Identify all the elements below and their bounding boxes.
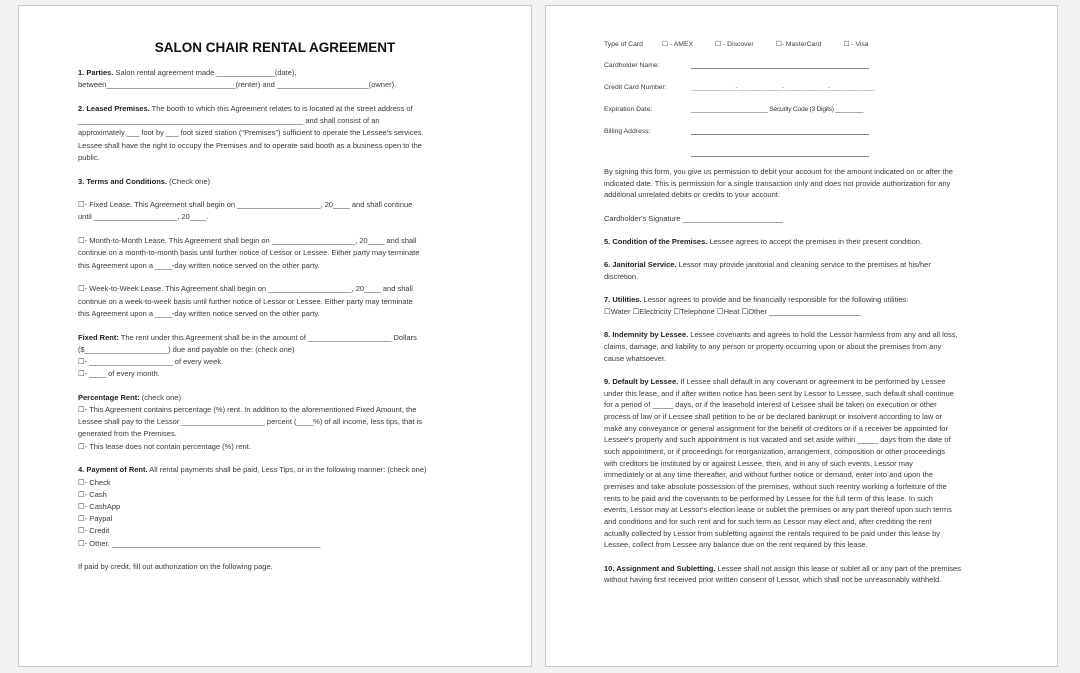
text-line bbox=[78, 79, 498, 91]
line-text: such appointment, or if proceedings for reorganization, arrangement, composition or other proceedings bbox=[604, 446, 946, 456]
line-text: continue on a week-to-week basis until further notice of Lessor or Lessee. Either party may terminate bbox=[78, 296, 413, 306]
text-line bbox=[604, 504, 1024, 516]
text-line bbox=[604, 469, 1024, 481]
section-utilities bbox=[604, 294, 1024, 317]
line-text: Lessor agrees to provide and be financially responsible for the following utilities: bbox=[641, 295, 909, 305]
text-line bbox=[78, 67, 498, 79]
line-text: claims, damage, and liability to any person or property occurring upon or about the premises from any bbox=[604, 341, 942, 351]
line-text: make any conveyance or general assignment for the benefit of creditors or if a receiver be appointed for bbox=[604, 423, 948, 433]
text-line bbox=[78, 404, 498, 416]
cardholder-label: Cardholder Name: bbox=[604, 62, 660, 69]
section-heading: 8. Indemnity by Lessee. bbox=[604, 330, 689, 340]
line-text: (check one) bbox=[139, 392, 181, 402]
text-line bbox=[78, 501, 498, 513]
section-parties bbox=[78, 67, 498, 91]
text-line bbox=[78, 513, 498, 525]
line-text: Lessee, collect from Lessee any balance due on the rent required by this lease. bbox=[604, 540, 868, 550]
line-text: indicated date. This is permission for a single transaction only and does not provide authorization for any bbox=[604, 178, 951, 188]
line-text: additional unrelated debits or credits to your account. bbox=[604, 190, 780, 200]
option-week-lease bbox=[78, 283, 498, 320]
line-text: and conditions and for such rent and for such term as Lessor may elect and, after crediting the rent bbox=[604, 517, 932, 527]
card-type-label: Type of Card bbox=[604, 41, 643, 48]
section-percentage-rent bbox=[78, 392, 498, 453]
line-text: without having first received prior written consent of Lessor, which shall not be unreasonably withheld. bbox=[604, 575, 942, 585]
billing-field-1[interactable] bbox=[691, 121, 869, 135]
text-line bbox=[604, 306, 1024, 318]
text-line bbox=[604, 294, 1024, 306]
line-text: ☐- Cash bbox=[78, 489, 107, 499]
line-text: ($____________________) due and payable on the: (check one) bbox=[78, 344, 295, 354]
billing-label: Billing Address: bbox=[604, 128, 651, 135]
line-text: Lessee agrees to accept the premises in their present condition. bbox=[707, 236, 923, 246]
text-line bbox=[78, 308, 498, 320]
line-text: ☐- This lease does not contain percentage (%) rent. bbox=[78, 441, 251, 451]
cardholder-row bbox=[604, 55, 1024, 77]
expiration-field[interactable]: ______________________ Security Code (3 Digits) ________ bbox=[691, 106, 864, 113]
text-line bbox=[604, 411, 1024, 423]
line-text: continue on a month-to-month basis until further notice of Lessor or Lessee. Either party may terminate bbox=[78, 248, 420, 258]
text-line bbox=[604, 399, 1024, 411]
line-text: actually collected by Lessor from subletting against the rentals required to be paid under this lease by bbox=[604, 528, 941, 538]
page-1-body bbox=[78, 67, 498, 585]
section-terms bbox=[78, 176, 498, 188]
text-line bbox=[604, 388, 1024, 400]
section-heading: 10. Assignment and Subletting. bbox=[604, 563, 716, 573]
section-condition bbox=[604, 236, 1024, 248]
text-line bbox=[604, 516, 1024, 528]
text-line bbox=[604, 341, 1024, 353]
section-heading: 6. Janitorial Service. bbox=[604, 260, 677, 270]
line-text: this Agreement upon a ____-day written notice served on the other party. bbox=[78, 308, 320, 318]
line-text: rents to be paid and the covenants to be performed by Lessee for the full term of this lease. In such bbox=[604, 493, 933, 503]
line-text: public. bbox=[78, 152, 100, 162]
section-heading: 9. Default by Lessee. bbox=[604, 376, 679, 386]
section-assignment bbox=[604, 563, 1024, 586]
text-line bbox=[604, 259, 1024, 271]
page-2-body bbox=[604, 166, 1024, 598]
billing-row bbox=[604, 121, 1024, 143]
text-line bbox=[604, 574, 1024, 586]
text-line bbox=[78, 211, 498, 223]
billing-row-2 bbox=[604, 143, 1024, 165]
credit-note bbox=[78, 561, 498, 573]
expiration-label: Expiration Date: bbox=[604, 106, 653, 113]
line-text: ☐- Credit bbox=[78, 526, 110, 536]
text-line bbox=[604, 166, 1024, 178]
text-line bbox=[604, 236, 1024, 248]
text-line bbox=[78, 199, 498, 211]
line-text: The booth to which this Agreement relates to is located at the street address of bbox=[149, 103, 413, 113]
line-text: All rental payments shall be paid, Less Tips, or in the following manner: (check one) bbox=[147, 465, 427, 475]
text-line bbox=[604, 213, 1024, 225]
section-indemnity bbox=[604, 329, 1024, 364]
signature-line bbox=[604, 213, 1024, 225]
line-text: ☐- Other. __________________________________________________ bbox=[78, 538, 321, 548]
text-line bbox=[78, 368, 498, 380]
text-line bbox=[604, 271, 1024, 283]
card-option-visa[interactable]: ☐ - Visa bbox=[843, 41, 869, 48]
line-text: events, Lessor may at Lessor's election lease or sublet the premises or any part thereof upon such terms bbox=[604, 505, 952, 515]
text-line bbox=[78, 152, 498, 164]
section-heading: 7. Utilities. bbox=[604, 295, 642, 305]
line-text: cause whatsoever. bbox=[604, 353, 667, 363]
text-line bbox=[78, 103, 498, 115]
line-text: ☐- CashApp bbox=[78, 502, 121, 511]
section-payment bbox=[78, 464, 498, 549]
option-month-lease bbox=[78, 235, 498, 272]
section-default bbox=[604, 376, 1024, 551]
text-line bbox=[78, 115, 498, 127]
text-line bbox=[78, 296, 498, 308]
line-text: ☐- Week-to-Week Lease. This Agreement shall begin on ____________________, 20____ and shall bbox=[78, 284, 413, 294]
text-line bbox=[78, 140, 498, 152]
line-text: until ____________________, 20____. bbox=[78, 212, 209, 222]
card-option-discover[interactable]: ☐ - Discover bbox=[715, 41, 754, 48]
text-line bbox=[604, 353, 1024, 365]
text-line bbox=[78, 260, 498, 272]
text-line bbox=[604, 446, 1024, 458]
card-type-row bbox=[604, 35, 1024, 55]
text-line bbox=[604, 434, 1024, 446]
section-heading: 1. Parties. bbox=[78, 68, 114, 77]
text-line bbox=[78, 561, 498, 573]
line-text: Lessor may provide janitorial and cleaning service to the premises at his/her bbox=[676, 260, 931, 270]
text-line bbox=[604, 481, 1024, 493]
text-line bbox=[604, 458, 1024, 470]
section-heading: Percentage Rent: bbox=[78, 392, 140, 402]
line-text: generated from the Premises. bbox=[78, 429, 177, 439]
document-page-1 bbox=[18, 5, 532, 667]
text-line bbox=[78, 428, 498, 440]
line-text: Lessee shall have the right to occupy the Premises and to operate said booth as a business open to the bbox=[78, 140, 422, 150]
expiration-row bbox=[604, 99, 1024, 121]
section-janitorial bbox=[604, 259, 1024, 282]
line-text: this Agreement upon a ____-day written notice served on the other party. bbox=[78, 260, 320, 270]
line-text: The rent under this Agreement shall be in the amount of ____________________ Dollars bbox=[118, 332, 417, 342]
card-number-label: Credit Card Number: bbox=[604, 84, 667, 91]
section-heading: 3. Terms and Conditions. bbox=[78, 176, 168, 186]
card-number-field[interactable]: ______________-______________-______________-______________ bbox=[691, 84, 875, 91]
line-text: ☐- Month-to-Month Lease. This Agreement shall begin on ____________________, 20____ and shall bbox=[78, 236, 417, 246]
line-text: Cardholder's Signature ________________________ bbox=[604, 213, 783, 223]
text-line bbox=[78, 441, 498, 453]
line-text: ☐Water ☐Electricity ☐Telephone ☐Heat ☐Other ______________________ bbox=[604, 306, 861, 316]
text-line bbox=[604, 376, 1024, 388]
line-text: ☐- This Agreement contains percentage (%) rent. In addition to the aforementioned Fixed Amount, the bbox=[78, 405, 417, 415]
document-page-2 bbox=[545, 5, 1058, 667]
text-line bbox=[78, 538, 498, 550]
text-line bbox=[78, 525, 498, 537]
text-line bbox=[78, 332, 498, 344]
billing-field-2[interactable] bbox=[691, 143, 869, 157]
document-title: SALON CHAIR RENTAL AGREEMENT bbox=[154, 40, 396, 55]
line-text: ☐- Fixed Lease. This Agreement shall begin on ____________________, 20____ and shall continue bbox=[78, 200, 413, 210]
cardholder-field[interactable] bbox=[691, 55, 869, 69]
text-line bbox=[78, 235, 498, 247]
card-authorization-form bbox=[604, 35, 1024, 165]
line-text: ☐- Paypal bbox=[78, 514, 113, 524]
option-fixed-lease bbox=[78, 199, 498, 223]
line-text: discretion. bbox=[604, 271, 639, 281]
line-text: Lessee covenants and agrees to hold the Lessor harmless from any and all loss, bbox=[688, 330, 958, 340]
section-fixed-rent bbox=[78, 332, 498, 381]
card-option-mastercard[interactable]: ☐- MasterCard bbox=[775, 41, 822, 48]
text-line bbox=[78, 127, 498, 139]
text-line bbox=[604, 493, 1024, 505]
section-leased-premises bbox=[78, 103, 498, 164]
text-line bbox=[78, 356, 498, 368]
line-text: Lessee shall not assign this lease or sublet all or any part of the premises bbox=[715, 563, 961, 573]
line-text: ☐- ____ of every month. bbox=[78, 369, 160, 379]
authorization-text bbox=[604, 166, 1024, 201]
line-text: If paid by credit, fill out authorization on the following page. bbox=[78, 562, 273, 572]
line-text: Lessee's property and such appointment is not vacated and set aside within _____ days from the date of bbox=[604, 435, 951, 445]
line-text: process of law or if Lessee shall petition to be or be declared bankrupt or insolvent according to law or bbox=[604, 411, 943, 421]
text-line bbox=[604, 423, 1024, 435]
text-line bbox=[78, 489, 498, 501]
text-line bbox=[78, 344, 498, 356]
text-line bbox=[78, 247, 498, 259]
line-text: between_______________________________(renter) and ______________________(owner). bbox=[78, 80, 397, 90]
section-heading: 4. Payment of Rent. bbox=[78, 465, 148, 475]
text-line bbox=[78, 176, 498, 188]
text-line bbox=[78, 283, 498, 295]
section-heading: 5. Condition of the Premises. bbox=[604, 236, 708, 246]
line-text: immediately or at any time thereafter, and without further notice or demand, enter into and upon the bbox=[604, 470, 933, 480]
card-number-row bbox=[604, 77, 1024, 99]
text-line bbox=[604, 178, 1024, 190]
line-text: ______________________________________________________ and shall consist of an bbox=[78, 116, 380, 126]
text-line bbox=[78, 392, 498, 404]
line-text: for a period of _____ days, or if the leasehold interest of Lessee shall be taken on execution or other bbox=[604, 400, 937, 410]
line-text: with creditors be instituted by or against Lessee, then, and in any of such events, Lessor may bbox=[604, 458, 913, 468]
text-line bbox=[78, 416, 498, 428]
line-text: under this lease, and if after written notice has been sent by Lessor to Lessee, such default shall continue bbox=[604, 388, 954, 398]
text-line bbox=[78, 477, 498, 489]
line-text: If Lessee shall default in any covenant or agreement to be performed by Lessee bbox=[678, 376, 946, 386]
line-text: (Check one) bbox=[167, 176, 210, 186]
text-line bbox=[604, 539, 1024, 551]
line-text: approximately ___ foot by ___ foot sized station ("Premises") sufficient to operate the Lessee's services. bbox=[78, 128, 424, 138]
line-text: premises and take absolute possession of the premises, without such reentry working a forfeiture of the bbox=[604, 482, 947, 491]
section-heading: Fixed Rent: bbox=[78, 332, 119, 342]
line-text: Lessee shall pay to the Lessor ____________________ percent (____%) of all income, less tips, that is bbox=[78, 417, 422, 427]
line-text: ☐- Check bbox=[78, 477, 111, 487]
line-text: Salon rental agreement made ______________(date), bbox=[113, 68, 297, 77]
line-text: ☐- ____________________ of every week. bbox=[78, 356, 224, 366]
line-text: By signing this form, you give us permission to debit your account for the amount indicated on or after the bbox=[604, 167, 953, 176]
text-line bbox=[604, 528, 1024, 540]
text-line bbox=[78, 464, 498, 476]
section-heading: 2. Leased Premises. bbox=[78, 103, 150, 113]
card-option-amex[interactable]: ☐ - AMEX bbox=[662, 41, 694, 48]
text-line bbox=[604, 189, 1024, 201]
text-line bbox=[604, 563, 1024, 575]
text-line bbox=[604, 329, 1024, 341]
